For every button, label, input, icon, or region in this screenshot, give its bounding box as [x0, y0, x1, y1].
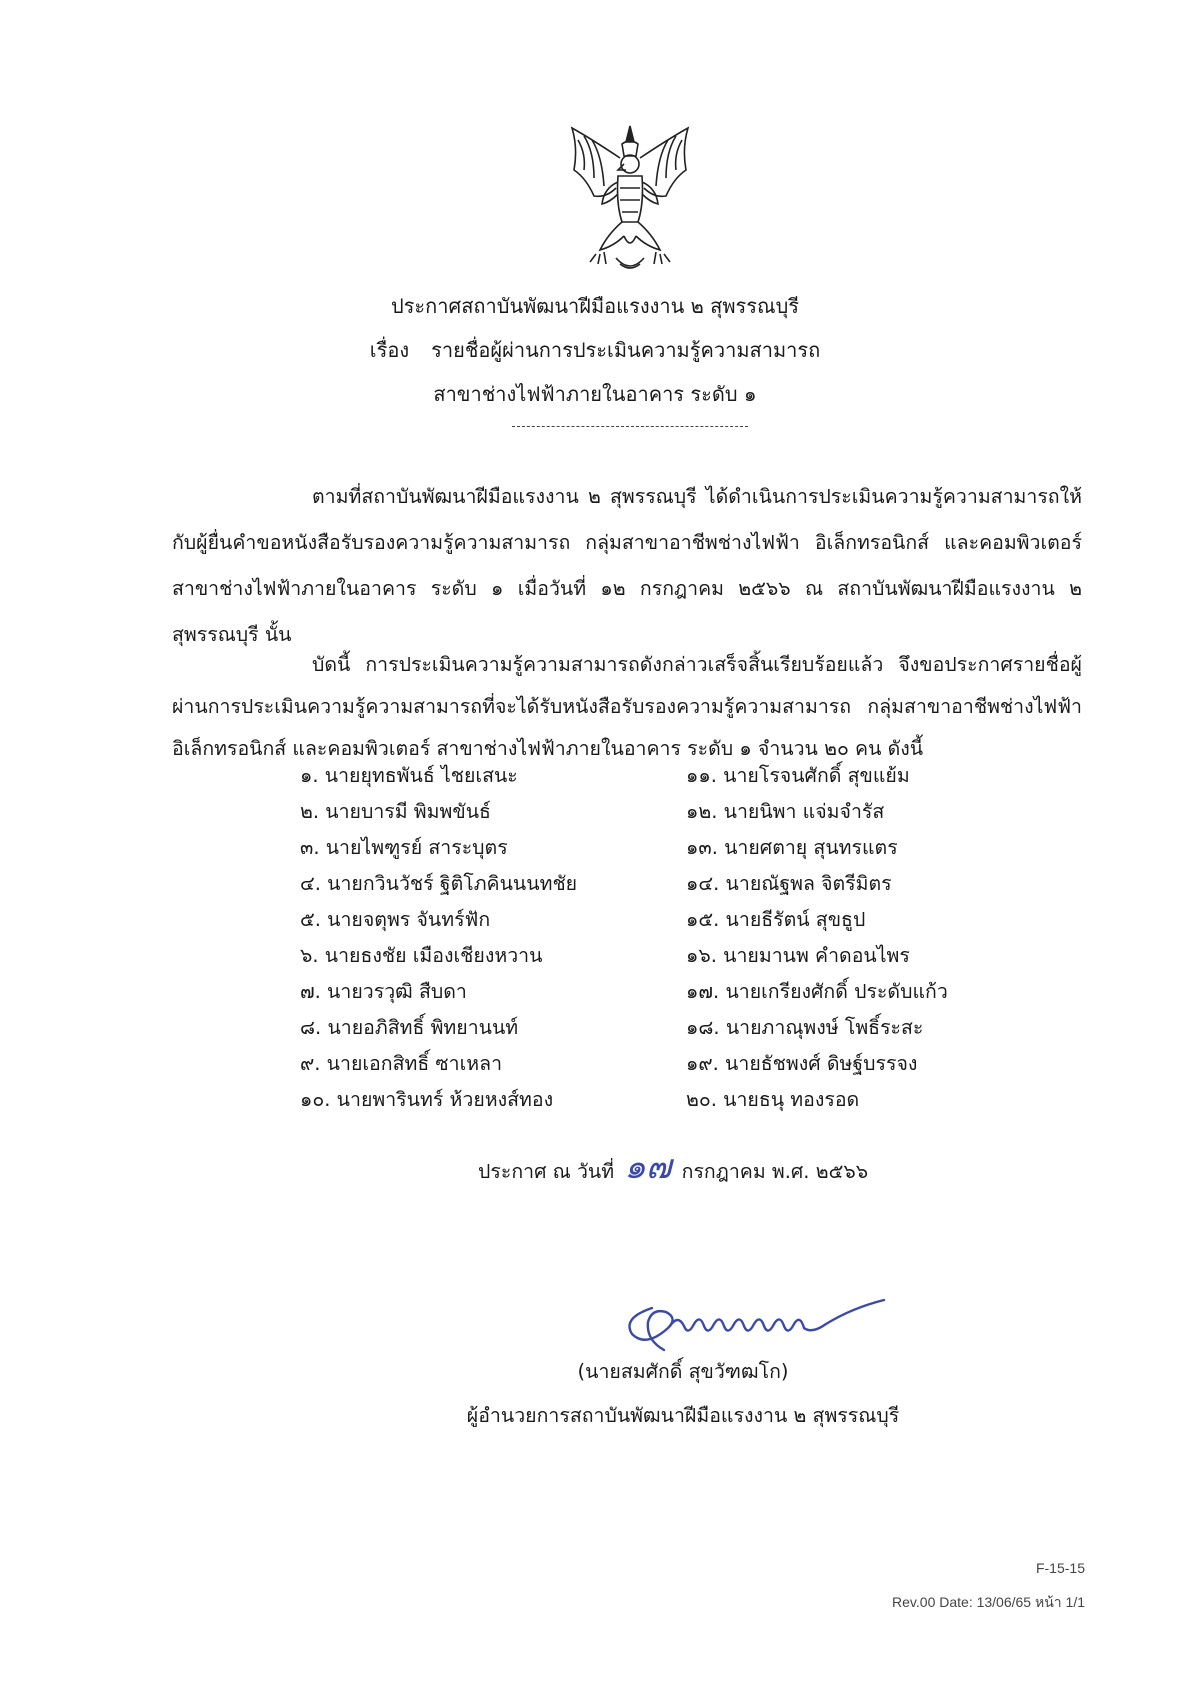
- form-code: F-15-15: [1035, 1560, 1085, 1576]
- list-item: ๑๕. นายธีรัตน์ สุขธูป: [686, 908, 866, 931]
- list-item: ๑๒. นายนิพา แจ่มจำรัส: [686, 800, 885, 823]
- date-prefix: ประกาศ ณ วันที่: [478, 1160, 615, 1183]
- list-item: ๔. นายกวินวัชร์ ฐิติโภคินนนทชัย: [300, 872, 578, 895]
- list-item: ๑๐. นายพารินทร์ ห้วยหงส์ทอง: [300, 1088, 554, 1111]
- list-item: ๑๙. นายธัชพงศ์ ดิษฐ์บรรจง: [686, 1052, 918, 1075]
- paragraph-1-text: ตามที่สถาบันพัฒนาฝีมือแรงงาน ๒ สุพรรณบุรี ได้ดำเนินการประเมินความรู้ความสามารถให้กับผู้ยื่นคำขอหนังสือรับรองความรู้ความสามารถ กลุ่มสาขาอาชีพช่างไฟฟ้า อิเล็กทรอนิกส์ และคอมพิวเตอร์ สาขาช่างไฟฟ้าภายในอาคาร ระดับ ๑ เมื่อวันที่ ๑๒ กรกฎาคม ๒๕๖๖ ณ สถาบันพัฒนาฝีมือแรงงาน ๒ สุพรรณบุรี นั้น: [172, 485, 1082, 646]
- list-item: ๑. นายยุทธพันธ์ ไชยเสนะ: [300, 764, 518, 787]
- handwritten-signature: [612, 1278, 912, 1368]
- list-item: ๒. นายบารมี พิมพขันธ์: [300, 800, 491, 823]
- signatory-name: (นายสมศักดิ์ สุขวัฑฒโก): [577, 1360, 789, 1383]
- list-item: ๒๐. นายธนุ ทองรอด: [686, 1088, 860, 1111]
- list-item: ๑๗. นายเกรียงศักดิ์ ประดับแก้ว: [686, 980, 948, 1003]
- announcement-subject: [0, 336, 1190, 364]
- announcement-date: [478, 1147, 869, 1187]
- revision-info: Rev.00 Date: 13/06/65 หน้า 1/1: [892, 1594, 1085, 1610]
- list-item: ๑๑. นายโรจนศักดิ์ สุขแย้ม: [686, 764, 910, 787]
- list-item: ๓. นายไพฑูรย์ สาระบุตร: [300, 836, 508, 859]
- signatory-title: ผู้อำนวยการสถาบันพัฒนาฝีมือแรงงาน ๒ สุพรรณบุรี: [466, 1404, 900, 1427]
- body-paragraph-2: [172, 644, 1082, 770]
- paragraph-2-text: บัดนี้ การประเมินความรู้ความสามารถดังกล่าวเสร็จสิ้นเรียบร้อยแล้ว จึงขอประกาศรายชื่อผู้ผ่านการประเมินความรู้ความสามารถที่จะได้รับหนังสือรับรองความรู้ความสามารถ กลุ่มสาขาอาชีพช่างไฟฟ้า อิเล็กทรอนิกส์ และคอมพิวเตอร์ สาขาช่างไฟฟ้าภายในอาคาร ระดับ ๑ จำนวน ๒๐ คน ดังนี้: [172, 653, 1082, 760]
- subject-label: เรื่อง: [369, 338, 410, 362]
- garuda-emblem-icon: [560, 118, 700, 278]
- date-suffix: กรกฎาคม พ.ศ. ๒๕๖๖: [681, 1160, 869, 1183]
- header-divider: [512, 426, 748, 427]
- list-item: ๘. นายอภิสิทธิ์ พิทยานนท์: [300, 1016, 519, 1039]
- list-item: ๙. นายเอกสิทธิ์ ซาเหลา: [300, 1052, 503, 1075]
- list-item: ๑๘. นายภาณุพงษ์ โพธิ์ระสะ: [686, 1016, 924, 1039]
- list-item: ๑๖. นายมานพ คำดอนไพร: [686, 944, 910, 967]
- list-item: ๑๓. นายศตายุ สุนทรแตร: [686, 836, 898, 859]
- list-item: ๖. นายธงชัย เมืองเชียงหวาน: [300, 944, 543, 967]
- body-paragraph-1: [172, 474, 1082, 658]
- list-item: ๕. นายจตุพร จันทร์ฟัก: [300, 908, 491, 931]
- list-item: ๑๔. นายณัฐพล จิตรีมิตร: [686, 872, 892, 895]
- announcement-branch: สาขาช่างไฟฟ้าภายในอาคาร ระดับ ๑: [433, 382, 757, 406]
- announcement-title: ประกาศสถาบันพัฒนาฝีมือแรงงาน ๒ สุพรรณบุรี: [390, 294, 800, 318]
- list-item: ๗. นายวรวุฒิ สืบดา: [300, 980, 467, 1003]
- subject-text: รายชื่อผู้ผ่านการประเมินความรู้ความสามารถ: [431, 338, 821, 362]
- handwritten-day: ๑๗: [624, 1147, 672, 1187]
